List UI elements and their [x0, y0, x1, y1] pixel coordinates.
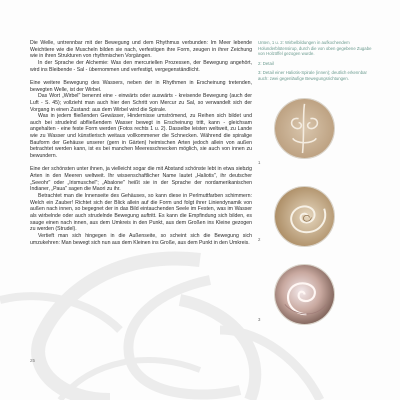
body-paragraph: Was in jedem fließenden Gewässer, Hindernisse umströmend, zu Reihen sich bildet und auch bei strudelnd abfließendem Wasser bewegt in Erscheinung tritt, kann - gleichsam angehalten - eine feste Form werden (Fotos rechts 1 u. 2). Dasselbe leisten weltweit, zu Lande wie zu Wasser und künstlerisch weitaus vollkommener die Schnecken. Während die spiralige Bauform der Gehäuse unserer (gern in Gärten) heimischen Arten jedoch allein von außen betrachtet werden kann, ist es bei manchen Meeresschnecken möglich, sie auch von innen zu bewundern.	[30, 113, 252, 160]
main-text-column	[30, 40, 252, 246]
figure-number: 3	[258, 317, 261, 322]
figure-number: 1	[258, 160, 261, 165]
caption-column	[258, 40, 376, 86]
figure-number: 2	[258, 237, 261, 242]
caption-text: 2: Detail	[258, 60, 274, 66]
body-paragraph: Eine der schönsten unter ihnen, ja vielleicht sogar die mit Abstand schönste lebt in etwa siebzig Arten in den Meeren weltweit. Ihr wissenschaftlicher Name lautet „Haliotis", ihr deutscher „Seeohr" oder „Irismuschel"; „Abalone" heißt sie in der Sprache der nordamerikanischen Indianer, „Paua" sagen die Maori zu ihr.	[30, 166, 252, 193]
photo-haliotis-spiral	[274, 264, 335, 325]
body-paragraph: Eine weitere Bewegung des Wassers, neben der in Rhythmen in Erscheinung tretenden, bewegten Welle, ist der Wirbel.	[30, 79, 252, 93]
body-paragraph: Betrachtet man die Innenseite des Gehäuses, so kann diese in Perlmuttfarben schimmern: Welch ein Zauber! Richtet sich der Blick allein auf die Form und folgt ihrer Liniendynamik von außen nach innen, so begegnet der in das Bild eintauchenden Seele im Festen, was im Wasser als wirbelnde oder auch strudelnde Bewegung auftritt. Es kann die Empfindung sich bilden, es sauge einen nach innen, aus dem Umkreis in den Punkt, aus dem Großen ins Kleine gezogen zu werden (Strudel).	[30, 192, 252, 233]
body-paragraph: In der Sprache der Alchemie: Was den mercuriellen Prozessen, der Bewegung angehört, wird ins Bleibende - Sal - übernommen und verfestigt, vergegenständlicht.	[30, 59, 252, 73]
photo-swirl-syrup-2	[274, 186, 335, 247]
caption-text: Unten, 1 u. 2: Wirbelbildungen in aufkochendem Holunderblütensirup, durch die von oben gegebene Zugabe von Holzöffel gezogen wurde.	[258, 40, 372, 57]
caption-text: 3: Detail einer Haliotis-Spirale (innen); deutlich erkennbar auch: zwei gegenläufige Bewegungsrichtungen.	[258, 70, 367, 81]
body-paragraph: Vertieft man sich hingegen in die Außenseite, so scheint sich die Bewegung sich umzukehren: Man bewegt sich nun aus dem Kleinen ins Große, aus dem Punkt in den Umkreis.	[30, 232, 252, 246]
body-paragraph: Das Wort „Wirbel" benennt eine - einwärts oder auswärts - kreisende Bewegung (auch der Luft - S. 45); vollzieht man auch hier den Schritt von Mercur zu Sal, so verwandelt sich der Vorgang in einen Zustand: aus dem Wirbel wird die Spirale.	[30, 93, 252, 113]
photo-swirl-syrup-1	[274, 98, 335, 159]
page-number: 25	[30, 358, 36, 363]
body-paragraph: Die Welle, untrennbar mit der Bewegung und dem Rhythmus verbunden: Im Meer lebende Weichtiere wie die Muscheln bilden sie nach, verfestigen ihre Form, zeugen in ihrer Zeichung wie in ihren Strukturen von rhythmischen Vorgängen.	[30, 40, 252, 60]
